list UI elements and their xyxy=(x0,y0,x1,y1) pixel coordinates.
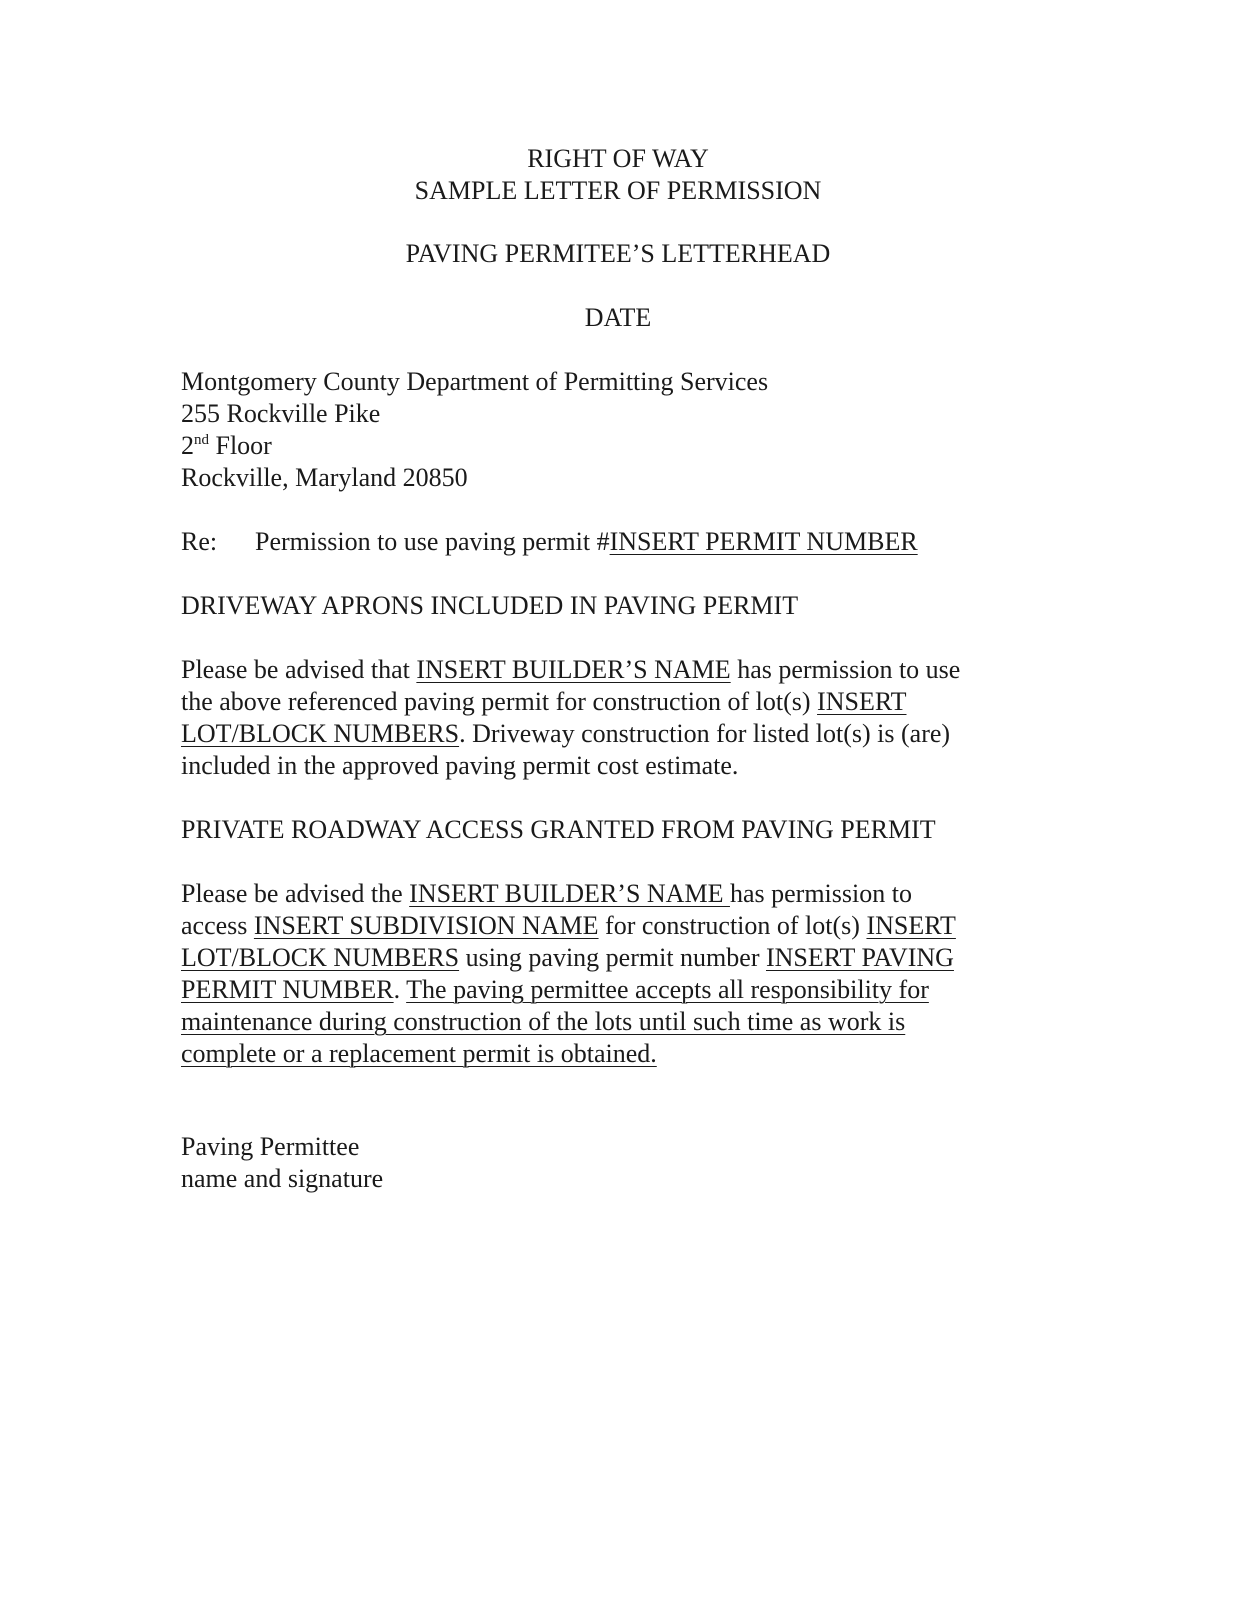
address-line-2: 255 Rockville Pike xyxy=(181,399,381,428)
section-roadway-paragraph xyxy=(181,878,1041,1070)
subject-line xyxy=(181,526,1041,558)
address-line-1: Montgomery County Department of Permitting Services xyxy=(181,367,769,396)
paragraph-line xyxy=(181,654,1041,686)
subdivision-name-placeholder: INSERT SUBDIVISION NAME xyxy=(253,911,599,940)
recipient-address xyxy=(181,366,1041,494)
paragraph-line xyxy=(181,910,1041,942)
text-run: has permission to xyxy=(729,879,912,908)
paving-permit-placeholder: PERMIT NUMBER xyxy=(181,975,394,1004)
text-run: has permission to use xyxy=(730,655,961,684)
section-driveway-heading xyxy=(181,590,1041,622)
paragraph-line xyxy=(181,718,1041,750)
letterhead-text: PAVING PERMITEE’S LETTERHEAD xyxy=(405,239,831,268)
text-run: Please be advised that xyxy=(181,655,417,684)
letter-header xyxy=(0,143,1236,207)
paragraph-line xyxy=(181,1038,1041,1070)
section-driveway-paragraph xyxy=(181,654,1041,782)
lot-block-placeholder: LOT/BLOCK NUMBERS xyxy=(181,719,460,748)
re-text: Permission to use paving permit # xyxy=(255,527,610,556)
floor-number: 2 xyxy=(181,431,194,460)
letterhead-placeholder xyxy=(0,238,1236,270)
floor-ordinal-suffix: nd xyxy=(194,432,209,448)
text-run: using paving permit number xyxy=(459,943,766,972)
lot-block-placeholder: INSERT xyxy=(817,687,907,716)
subject-line-text xyxy=(181,526,1041,558)
document-title: RIGHT OF WAY xyxy=(527,144,709,173)
signature-block xyxy=(181,1131,1041,1195)
section-heading: PRIVATE ROADWAY ACCESS GRANTED FROM PAVING PERMIT xyxy=(181,815,936,844)
paragraph-line: included in the approved paving permit cost estimate. xyxy=(181,751,739,780)
responsibility-clause: The paving permittee accepts all responsibility for xyxy=(406,975,929,1004)
responsibility-clause: maintenance during construction of the lots until such time as work is xyxy=(181,1007,906,1036)
builder-name-placeholder: INSERT BUILDER’S NAME xyxy=(416,655,731,684)
lot-block-placeholder: INSERT xyxy=(866,911,956,940)
paving-permit-placeholder: INSERT PAVING xyxy=(765,943,954,972)
floor-word: Floor xyxy=(209,431,272,460)
section-roadway-heading xyxy=(181,814,1041,846)
paragraph-line xyxy=(181,878,1041,910)
paragraph-line xyxy=(181,686,1041,718)
section-heading: DRIVEWAY APRONS INCLUDED IN PAVING PERMIT xyxy=(181,591,799,620)
document-subtitle: SAMPLE LETTER OF PERMISSION xyxy=(414,176,822,205)
paragraph-line xyxy=(181,942,1041,974)
builder-name-placeholder: INSERT BUILDER’S NAME xyxy=(409,879,730,908)
text-run: access xyxy=(181,911,254,940)
re-label: Re: xyxy=(181,527,218,556)
text-run: Please be advised the xyxy=(181,879,410,908)
paragraph-line xyxy=(181,1006,1041,1038)
address-line-4: Rockville, Maryland 20850 xyxy=(181,463,468,492)
date-text: DATE xyxy=(584,303,652,332)
signature-caption: name and signature xyxy=(181,1164,384,1193)
text-run: for construction of lot(s) xyxy=(598,911,867,940)
permit-number-placeholder: INSERT PERMIT NUMBER xyxy=(609,527,918,556)
text-run: . Driveway construction for listed lot(s) is (are) xyxy=(459,719,951,748)
signature-title: Paving Permittee xyxy=(181,1132,360,1161)
lot-block-placeholder: LOT/BLOCK NUMBERS xyxy=(181,943,460,972)
text-run: the above referenced paving permit for construction of lot(s) xyxy=(181,687,818,716)
date-placeholder xyxy=(0,302,1236,334)
paragraph-line xyxy=(181,974,1041,1006)
address-line-3 xyxy=(181,430,1041,462)
text-run: . xyxy=(393,975,407,1004)
responsibility-clause: complete or a replacement permit is obtained. xyxy=(181,1039,657,1068)
